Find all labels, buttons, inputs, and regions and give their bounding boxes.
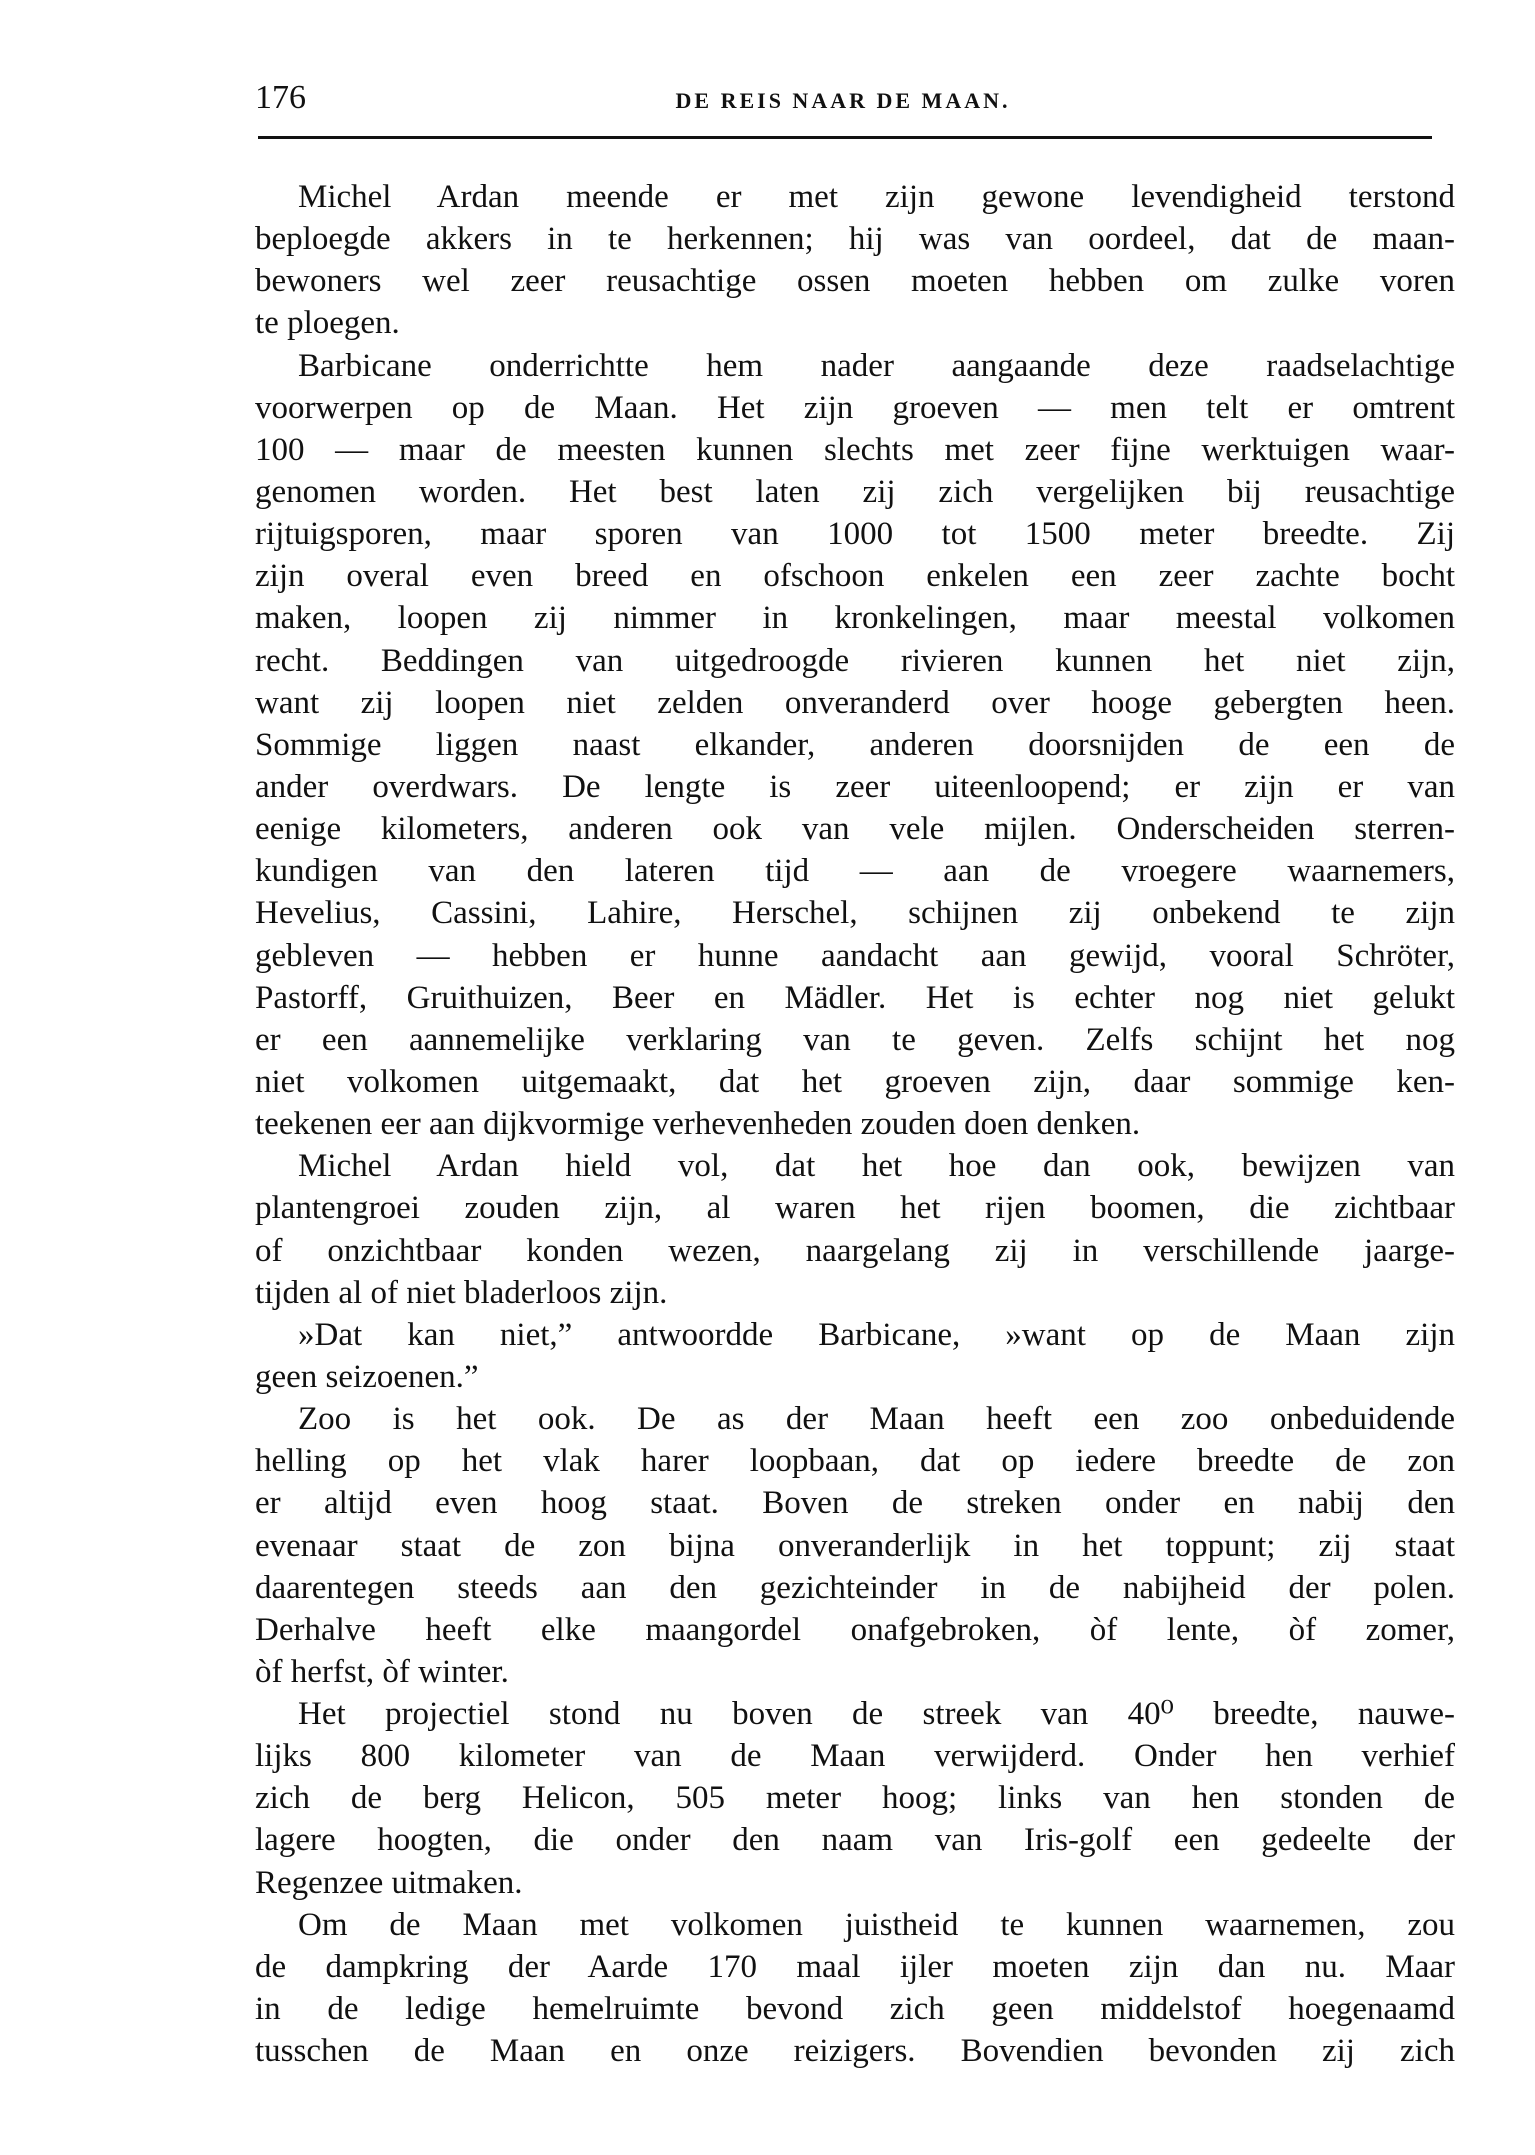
text-line: Regenzee uitmaken. [255,1864,523,1901]
text-line: Michel Ardan hield vol, dat het hoe dan ook, bewijzen van [298,1148,1455,1185]
text-line: ander overdwars. De lengte is zeer uiteenloopend; er zijn er van [255,768,1455,805]
paragraph [255,1398,1455,1693]
paragraph [255,1145,1455,1314]
text-line: in de ledige hemelruimte bevond zich geen middelstof hoegenaamd [255,1991,1455,2028]
text-line: gebleven — hebben er hunne aandacht aan gewijd, vooral Schröter, [255,937,1455,974]
text-line: beploegde akkers in te herkennen; hij was van oordeel, dat de maan- [255,221,1455,258]
text-line: »Dat kan niet,” antwoordde Barbicane, »want op de Maan zijn [298,1316,1455,1353]
paragraph [255,1314,1455,1398]
paragraph [255,1693,1455,1904]
running-title: DE REIS NAAR DE MAAN. [675,88,1011,113]
text-line: voorwerpen op de Maan. Het zijn groeven — men telt er omtrent [255,389,1455,426]
text-line: 100 — maar de meesten kunnen slechts met zeer fijne werktuigen waar- [255,431,1455,468]
text-line: Pastorff, Gruithuizen, Beer en Mädler. Het is echter nog niet gelukt [255,979,1455,1016]
paragraph [255,176,1455,345]
text-line: er een aannemelijke verklaring van te geven. Zelfs schijnt het nog [255,1021,1455,1058]
text-line: lijks 800 kilometer van de Maan verwijderd. Onder hen verhief [255,1738,1455,1775]
text-line: recht. Beddingen van uitgedroogde rivieren kunnen het niet zijn, [255,642,1455,679]
text-line: teekenen eer aan dijkvormige verhevenheden zouden doen denken. [255,1106,1141,1143]
text-line: te ploegen. [255,305,400,342]
text-line: bewoners wel zeer reusachtige ossen moeten hebben om zulke voren [255,263,1455,300]
text-line: genomen worden. Het best laten zij zich vergelijken bij reusachtige [255,473,1455,510]
text-line: daarentegen steeds aan den gezichteinder in de nabijheid der polen. [255,1569,1455,1606]
text-line: de dampkring der Aarde 170 maal ijler moeten zijn dan nu. Maar [255,1948,1455,1985]
text-line: Zoo is het ook. De as der Maan heeft een zoo onbeduidende [298,1401,1455,1438]
text-line: Barbicane onderrichtte hem nader aangaande deze raadselachtige [298,347,1455,384]
body-text [255,176,1455,2072]
text-line: òf herfst, òf winter. [255,1653,509,1690]
text-line: lagere hoogten, die onder den naam van Iris-golf een gedeelte der [255,1822,1455,1859]
paragraph [255,345,1455,1146]
text-line: eenige kilometers, anderen ook van vele mijlen. Onderscheiden sterren- [255,811,1455,848]
text-line: zijn overal even breed en ofschoon enkelen een zeer zachte bocht [255,558,1455,595]
text-line: plantengroei zouden zijn, al waren het rijen boomen, die zichtbaar [255,1190,1455,1227]
text-line: maken, loopen zij nimmer in kronkelingen, maar meestal volkomen [255,600,1455,637]
text-line: niet volkomen uitgemaakt, dat het groeven zijn, daar sommige ken- [255,1063,1455,1100]
text-line: helling op het vlak harer loopbaan, dat op iedere breedte de zon [255,1443,1455,1480]
text-line: tijden al of niet bladerloos zijn. [255,1274,668,1311]
text-line: evenaar staat de zon bijna onveranderlijk in het toppunt; zij staat [255,1527,1455,1564]
text-line: zich de berg Helicon, 505 meter hoog; links van hen stonden de [255,1780,1455,1817]
text-line: tusschen de Maan en onze reizigers. Bovendien bevonden zij zich [255,2033,1455,2070]
text-line: of onzichtbaar konden wezen, naargelang zij in verschillende jaarge- [255,1232,1455,1269]
text-line: want zij loopen niet zelden onveranderd over hooge gebergten heen. [255,684,1455,721]
text-line: kundigen van den lateren tijd — aan de vroegere waarnemers, [255,853,1455,890]
text-line: Hevelius, Cassini, Lahire, Herschel, schijnen zij onbekend te zijn [255,895,1455,932]
text-line: rijtuigsporen, maar sporen van 1000 tot 1500 meter breedte. Zij [255,516,1455,553]
text-line: Om de Maan met volkomen juistheid te kunnen waarnemen, zou [298,1906,1455,1943]
text-line: Sommige liggen naast elkander, anderen doorsnijden de een de [255,726,1455,763]
page-number: 176 [255,79,306,116]
text-line: geen seizoenen.” [255,1358,479,1395]
paragraph [255,1904,1455,2073]
text-line: Derhalve heeft elke maangordel onafgebroken, òf lente, òf zomer, [255,1611,1455,1648]
text-line: Michel Ardan meende er met zijn gewone levendigheid terstond [298,179,1455,215]
text-line: Het projectiel stond nu boven de streek van 40⁰ breedte, nauwe- [298,1696,1455,1733]
header-rule [258,136,1432,139]
text-line: er altijd even hoog staat. Boven de streken onder en nabij den [255,1485,1455,1522]
